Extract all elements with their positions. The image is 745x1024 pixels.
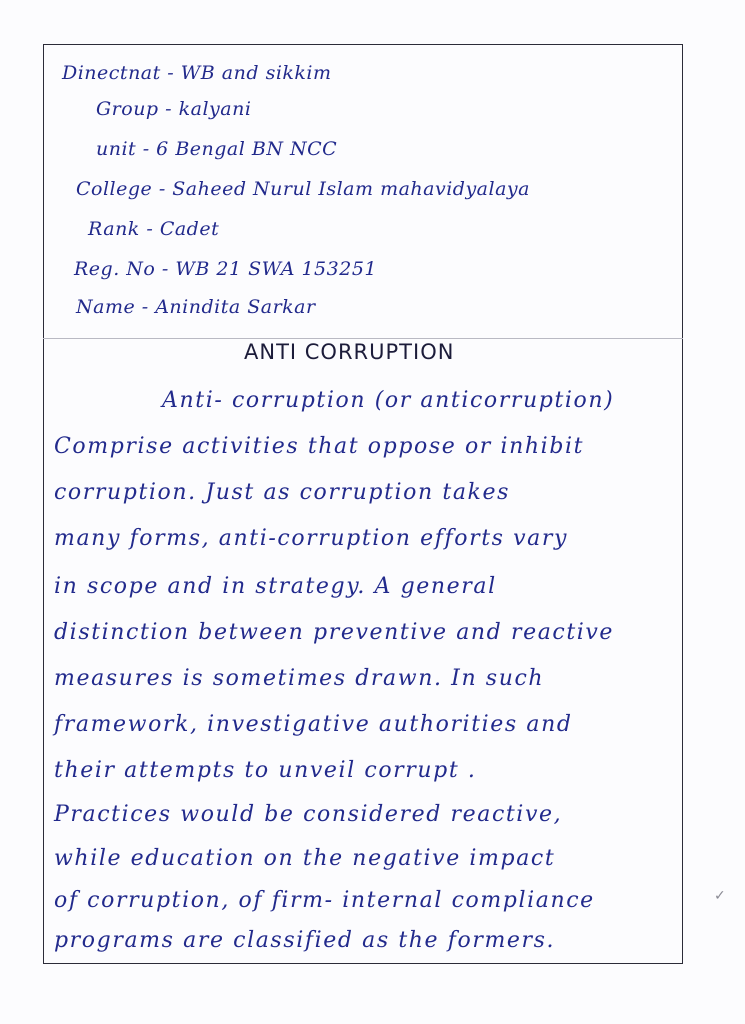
group-line: Group - kalyani: [96, 98, 252, 120]
margin-mark-icon: ✓: [714, 888, 726, 904]
college-line: College - Saheed Nurul Islam mahavidyalaya: [76, 178, 530, 200]
essay-line: Comprise activities that oppose or inhibit: [54, 434, 585, 459]
essay-line: of corruption, of firm- internal compliance: [54, 888, 595, 913]
essay-line: their attempts to unveil corrupt .: [54, 758, 477, 783]
header-divider: [43, 338, 683, 339]
essay-line: framework, investigative authorities and: [54, 712, 573, 737]
essay-line: many forms, anti-corruption efforts vary: [54, 526, 569, 551]
essay-line: while education on the negative impact: [54, 846, 556, 871]
essay-line: programs are classified as the formers.: [54, 928, 556, 953]
name-line: Name - Anindita Sarkar: [76, 296, 316, 318]
essay-line: measures is sometimes drawn. In such: [54, 666, 545, 691]
directorate-line: Dinectnat - WB and sikkim: [62, 62, 332, 84]
essay-line: Anti- corruption (or anticorruption): [162, 388, 615, 413]
essay-title: ANTI CORRUPTION: [244, 340, 455, 364]
essay-line: corruption. Just as corruption takes: [54, 480, 510, 505]
unit-line: unit - 6 Bengal BN NCC: [96, 138, 338, 160]
rank-line: Rank - Cadet: [88, 218, 220, 240]
reg-no-line: Reg. No - WB 21 SWA 153251: [74, 258, 377, 280]
essay-line: Practices would be considered reactive,: [54, 802, 563, 827]
essay-line: in scope and in strategy. A general: [54, 574, 497, 599]
essay-line: distinction between preventive and reactive: [54, 620, 615, 645]
